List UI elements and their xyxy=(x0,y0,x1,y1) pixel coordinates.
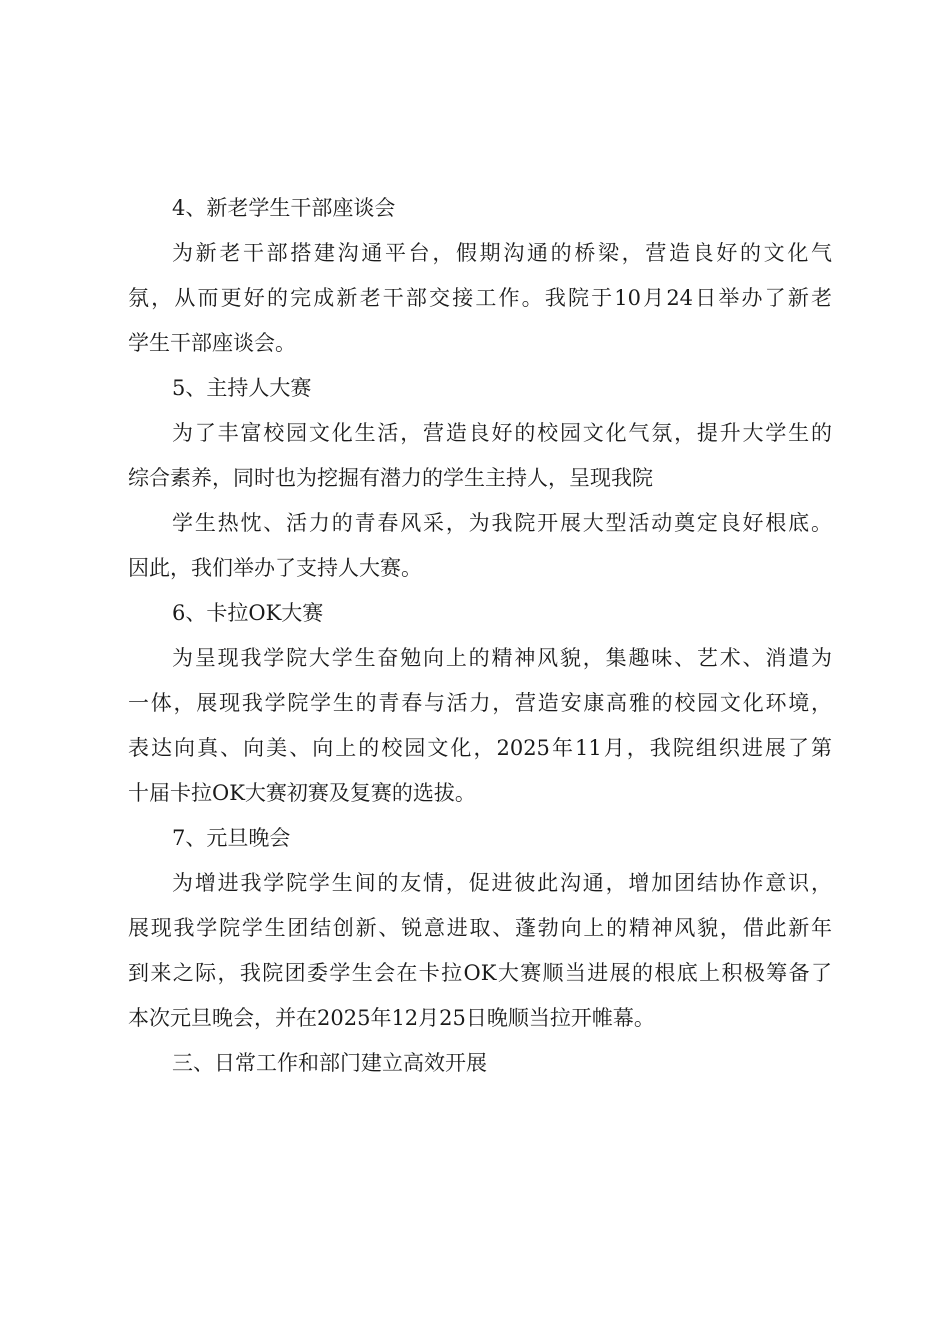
section-heading-host-contest: 5、主持人大赛 xyxy=(172,376,312,400)
section-heading-daily-work: 三、日常工作和部门建立高效开展 xyxy=(172,1051,487,1075)
paragraph-line: 氛，从而更好的完成新老干部交接工作。我院于10月24日举办了新老 xyxy=(128,286,832,310)
paragraph-line: 到来之际，我院团委学生会在卡拉OK大赛顺当进展的根底上积极筹备了 xyxy=(128,961,832,985)
paragraph-line: 学生热忱、活力的青春风采，为我院开展大型活动奠定良好根底。 xyxy=(172,511,832,535)
paragraph-line: 本次元旦晚会，并在2025年12月25日晚顺当拉开帷幕。 xyxy=(128,1006,655,1030)
paragraph-line: 综合素养，同时也为挖掘有潜力的学生主持人，呈现我院 xyxy=(128,466,653,490)
section-heading-cadre-forum: 4、新老学生干部座谈会 xyxy=(172,196,396,220)
document-body xyxy=(128,186,832,1086)
paragraph-line: 表达向真、向美、向上的校园文化，2025年11月，我院组织进展了第 xyxy=(128,736,832,760)
paragraph-line: 为增进我学院学生间的友情，促进彼此沟通，增加团结协作意识， xyxy=(172,871,832,895)
paragraph-line: 因此，我们举办了支持人大赛。 xyxy=(128,556,422,580)
paragraph-line: 为了丰富校园文化生活，营造良好的校园文化气氛，提升大学生的 xyxy=(172,421,832,445)
section-heading-karaoke-contest: 6、卡拉OK大赛 xyxy=(172,601,324,625)
paragraph-line: 学生干部座谈会。 xyxy=(128,331,296,355)
paragraph-line: 为新老干部搭建沟通平台，假期沟通的桥梁，营造良好的文化气 xyxy=(172,241,832,265)
paragraph-line: 展现我学院学生团结创新、锐意进取、蓬勃向上的精神风貌，借此新年 xyxy=(128,916,832,940)
section-heading-new-year-gala: 7、元旦晚会 xyxy=(172,826,291,850)
paragraph-line: 一体，展现我学院学生的青春与活力，营造安康高雅的校园文化环境， xyxy=(128,691,832,715)
paragraph-line: 十届卡拉OK大赛初赛及复赛的选拔。 xyxy=(128,781,476,805)
paragraph-line: 为呈现我学院大学生奋勉向上的精神风貌，集趣味、艺术、消遣为 xyxy=(172,646,832,670)
